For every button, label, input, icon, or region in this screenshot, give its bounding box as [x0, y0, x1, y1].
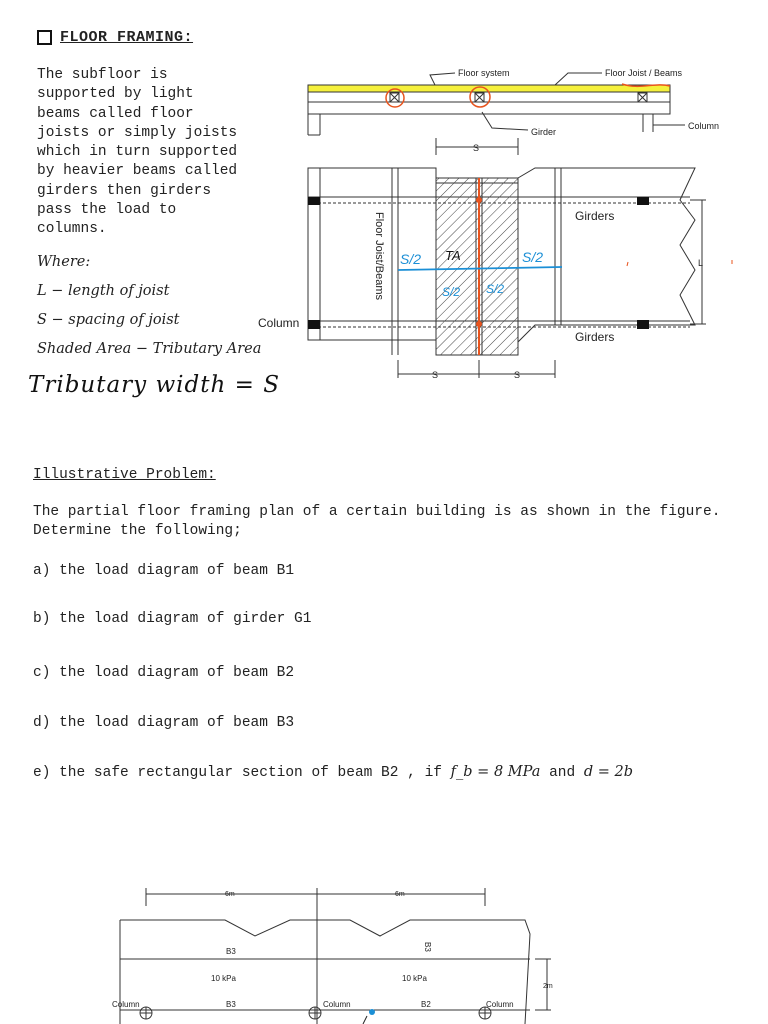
- joist-marker-2: [475, 93, 484, 102]
- checkbox-icon: [37, 30, 52, 45]
- joist-marker-1: [390, 93, 399, 102]
- dim-left: 6m: [225, 891, 235, 898]
- question-c: c) the load diagram of beam B2: [33, 665, 295, 681]
- blue-dot: [369, 1009, 375, 1015]
- question-e-d: d = 2b: [583, 764, 634, 780]
- girder-section: [308, 102, 670, 114]
- dim-2m: 2m: [543, 983, 553, 990]
- question-e-prefix: e) the safe rectangular section of beam B2 , if: [33, 765, 451, 781]
- label-half-s-2: S/2: [442, 285, 461, 299]
- column-left: Column: [112, 1000, 140, 1009]
- column-marker-1: [308, 197, 320, 205]
- label-half-s-4: S/2: [522, 249, 544, 265]
- label-b3-bottom: B3: [226, 1000, 236, 1009]
- question-a: a) the load diagram of beam B1: [33, 563, 295, 579]
- load-right: 10 kPa: [402, 974, 427, 983]
- column-symbol-3: [479, 1007, 491, 1019]
- definition-spacing: S − spacing of joist: [37, 312, 180, 328]
- dim-right: 6m: [395, 891, 405, 898]
- column-marker-2: [637, 197, 649, 205]
- definition-length: L − length of joist: [37, 283, 170, 299]
- label-floor-system: Floor system: [458, 68, 510, 78]
- label-L: L: [698, 258, 704, 268]
- question-e-fb: f_b = 8 MPa: [450, 764, 541, 780]
- illustrative-heading: Illustrative Problem:: [33, 467, 216, 483]
- joist-marker-3: [638, 93, 647, 102]
- problem-statement: The partial floor framing plan of a certain building is as shown in the figure. Determine the following;: [33, 504, 721, 540]
- intro-paragraph: The subfloor is supported by light beams called floor joists or simply joists which in turn supported by heavier beams called girders then girders pass the load to columns.: [37, 67, 238, 238]
- label-floor-joist: Floor Joist / Beams: [605, 68, 683, 78]
- column-mid: Column: [323, 1000, 351, 1009]
- label-b2: B2: [421, 1000, 431, 1009]
- question-b: b) the load diagram of girder G1: [33, 611, 312, 627]
- question-e-and: and: [540, 765, 584, 781]
- where-label: Where:: [37, 254, 91, 270]
- label-s-top: S: [473, 143, 480, 153]
- label-s-bottom-right: S: [514, 370, 521, 380]
- column-symbol-1: [140, 1007, 152, 1019]
- label-girders-bottom: Girders: [575, 330, 615, 344]
- column-marker-4: [637, 320, 649, 329]
- label-TA: TA: [445, 248, 461, 263]
- label-column-top: Column: [688, 121, 720, 131]
- heading-text: FLOOR FRAMING:: [60, 29, 194, 46]
- question-e: [33, 763, 633, 783]
- load-left: 10 kPa: [211, 974, 236, 983]
- column-symbol-2: [309, 1007, 321, 1019]
- label-b3-left: B3: [226, 947, 236, 956]
- handwritten-note: Tributary width = S: [28, 372, 280, 398]
- definition-tributary: Shaded Area − Tributary Area: [37, 341, 262, 357]
- label-half-s-1: S/2: [400, 251, 422, 267]
- definitions: [37, 254, 261, 370]
- column-right: Column: [486, 1000, 514, 1009]
- label-half-s-3: S/2: [486, 282, 505, 296]
- label-column-left: Column: [258, 316, 300, 330]
- floor-system-slab: [308, 85, 670, 92]
- section-heading: [37, 29, 193, 46]
- tributary-area: [436, 178, 518, 355]
- label-girders-top: Girders: [575, 209, 615, 223]
- floor-framing-diagram: [250, 60, 755, 385]
- partial-floor-plan: [105, 884, 560, 1024]
- question-d: d) the load diagram of beam B3: [33, 715, 295, 731]
- label-b3-right: B3: [423, 942, 432, 952]
- label-s-bottom-left: S: [432, 370, 439, 380]
- column-marker-3: [308, 320, 320, 329]
- label-floor-joist-vertical: Floor Joist/Beams: [373, 212, 385, 301]
- label-girder: Girder: [531, 127, 557, 137]
